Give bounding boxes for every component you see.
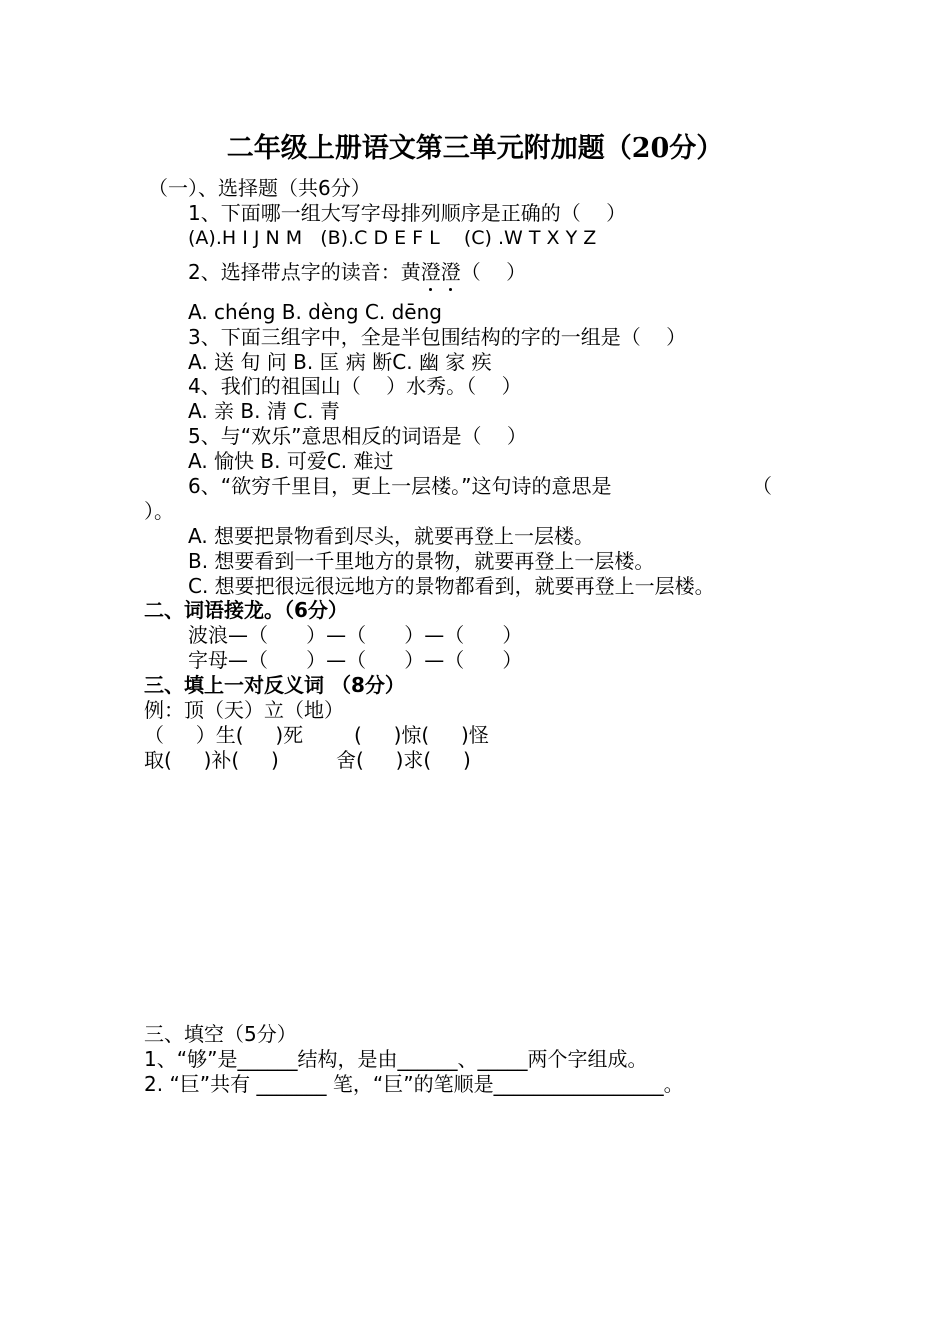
fill-q1: 1、“够”是______结构，是由______、_____两个字组成。 — [144, 1047, 648, 1071]
q3-stem: 3、下面三组字中，全是半包围结构的字的一组是（ ） — [188, 325, 687, 349]
antonym-row-2: 取( )补( ) 舍( )求( ) — [144, 748, 471, 772]
antonym-row-1: （ ）生( )死 ( )惊( )怪 — [144, 723, 489, 747]
section1-heading: （一）、选择题（共6分） — [148, 176, 371, 200]
q6-option-c: C. 想要把很远很远地方的景物都看到，就要再登上一层楼。 — [188, 574, 715, 598]
q5-options: A. 愉快 B. 可爱C. 难过 — [188, 449, 394, 473]
dotted-char-2: 澄 — [440, 260, 461, 284]
antonym-example: 例：顶（天）立（地） — [144, 698, 344, 722]
q1-stem: 1、下面哪一组大写字母排列顺序是正确的（ ） — [188, 201, 627, 225]
q6-paren-open: （ — [752, 474, 772, 498]
section4-heading: 三、填空（5分） — [144, 1022, 297, 1046]
q6-option-b: B. 想要看到一千里地方的景物，就要再登上一层楼。 — [188, 549, 655, 573]
q2-options: A. chéng B. dèng C. dēng — [188, 300, 442, 324]
q2-stem-prefix: 2、选择带点字的读音：黄 — [188, 260, 421, 284]
q2-stem — [188, 260, 526, 284]
q5-stem: 5、与“欢乐”意思相反的词语是（ ） — [188, 424, 527, 448]
q6-paren-close: ）。 — [144, 499, 174, 523]
section3-heading: 三、填上一对反义词 （8分） — [144, 673, 405, 697]
q3-options: A. 送 旬 问 B. 匡 病 断C. 幽 家 疾 — [188, 350, 492, 374]
q4-stem: 4、我们的祖国山（ ）水秀。（ ） — [188, 374, 522, 398]
chain-row-2: 字母—（ ）—（ ）—（ ） — [188, 648, 523, 672]
q1-options: (A).H I J N M (B).C D E F L (C) .W T X Y Z — [188, 227, 597, 249]
fill-q2: 2. “巨”共有 _______ 笔，“巨”的笔顺是_________________。 — [144, 1072, 684, 1096]
q6-stem: 6、“欲穷千里目，更上一层楼。”这句诗的意思是 — [188, 474, 612, 498]
worksheet-title: 二年级上册语文第三单元附加题（20分） — [226, 133, 724, 164]
q2-stem-suffix: （ ） — [460, 260, 527, 284]
chain-row-1: 波浪—（ ）—（ ）—（ ） — [188, 623, 523, 647]
q6-option-a: A. 想要把景物看到尽头，就要再登上一层楼。 — [188, 524, 595, 548]
dotted-char-1: 澄 — [420, 260, 441, 284]
q4-options: A. 亲 B. 清 C. 青 — [188, 399, 340, 423]
section2-heading: 二、词语接龙。（6分） — [144, 598, 348, 622]
